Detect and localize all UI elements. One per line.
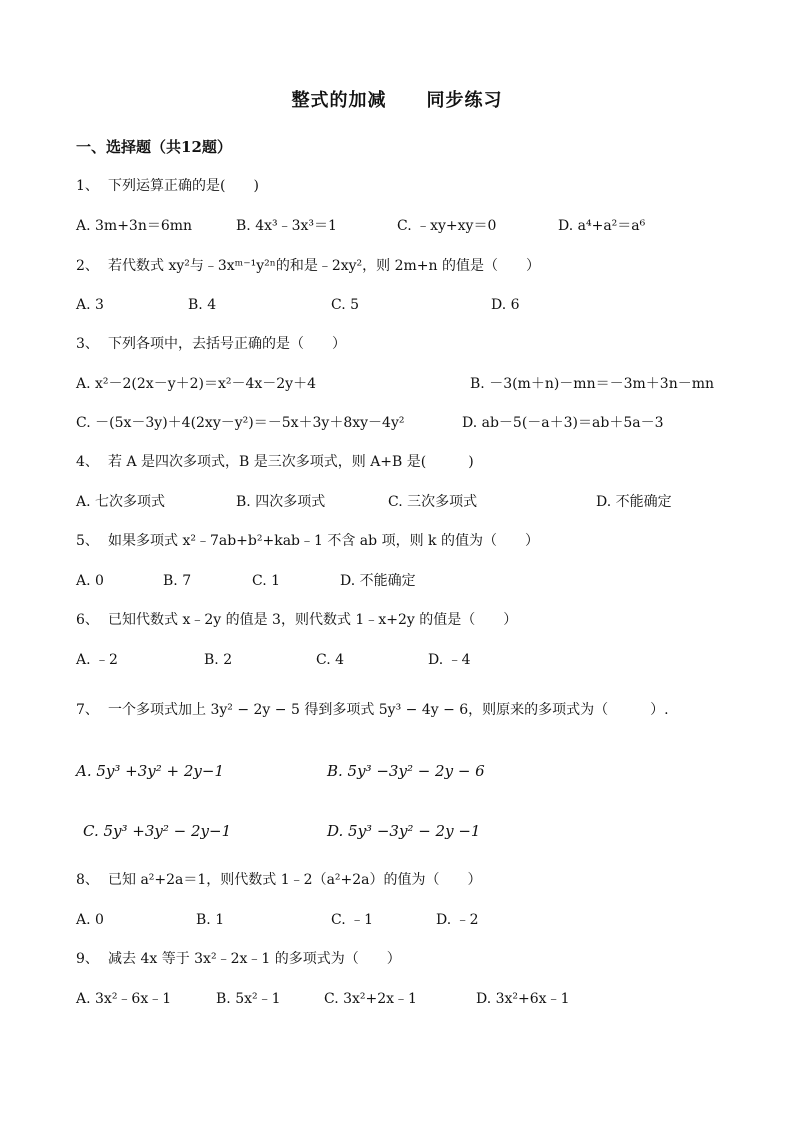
title-main: 整式的加减 (291, 90, 387, 111)
option-c: C. 4 (316, 652, 345, 668)
option-a: A. 3 (76, 297, 104, 313)
option-b: B. －3(m＋n)－mn＝－3m＋3n－mn (470, 376, 715, 392)
option-c: C. 1 (252, 573, 281, 589)
question-stem: 已知代数式 x﹣2y 的值是 3，则代数式 1﹣x+2y 的值是（ ） (108, 612, 518, 628)
section-heading: 一、选择题（共12题） (76, 138, 232, 156)
question-4: 4、 若 A 是四次多项式，B 是三次多项式，则 A+B 是( ) (76, 454, 474, 470)
option-b: B. 2 (204, 652, 233, 668)
option-d: D. 不能确定 (596, 494, 672, 510)
question-stem: 下列运算正确的是( ) (108, 178, 259, 194)
option-a: A. 3m+3n＝6mn (76, 218, 193, 234)
option-a: A. x²－2(2x－y＋2)＝x²－4x－2y＋4 (76, 376, 317, 392)
option-c: C. 3x²+2x﹣1 (324, 991, 417, 1007)
question-3: 3、 下列各项中，去括号正确的是（ ） (76, 336, 346, 352)
question-6: 6、 已知代数式 x﹣2y 的值是 3，则代数式 1﹣x+2y 的值是（ ） (76, 612, 518, 628)
option-b: B. 5y³ −3y² − 2y − 6 (327, 762, 485, 780)
question-stem: 减去 4x 等于 3x²﹣2x﹣1 的多项式为（ ） (108, 951, 401, 967)
page-title (0, 86, 794, 112)
question-stem: 如果多项式 x²﹣7ab+b²+kab﹣1 不含 ab 项，则 k 的值为（ ） (108, 533, 539, 549)
option-b: B. 四次多项式 (236, 494, 326, 510)
option-c: C. ﹣1 (331, 912, 374, 928)
option-b: B. 1 (196, 912, 225, 928)
option-d: D. 3x²+6x﹣1 (476, 991, 570, 1007)
option-d: D. 5y³ −3y² − 2y −1 (327, 822, 481, 840)
option-b: B. 4 (188, 297, 217, 313)
option-c: C. 5y³ +3y² − 2y−1 (83, 822, 232, 840)
option-b: B. 7 (163, 573, 192, 589)
option-c: C. －(5x－3y)＋4(2xy－y²)＝－5x＋3y＋8xy－4y² (76, 415, 405, 431)
option-c: C. 5 (331, 297, 360, 313)
option-d: D. a⁴+a²＝a⁶ (558, 218, 646, 234)
question-9: 9、 减去 4x 等于 3x²﹣2x﹣1 的多项式为（ ） (76, 951, 401, 967)
question-stem: 若 A 是四次多项式，B 是三次多项式，则 A+B 是( ) (108, 454, 474, 470)
option-a: A. 0 (76, 573, 104, 589)
option-a: A. 5y³ +3y² + 2y−1 (76, 762, 225, 780)
question-stem: 已知 a²+2a＝1，则代数式 1﹣2（a²+2a）的值为（ ） (108, 872, 482, 888)
question-2: 2、 若代数式 xy²与﹣3xᵐ⁻¹y²ⁿ的和是﹣2xy²，则 2m+n 的值是（ ） (76, 258, 540, 274)
option-a: A. 七次多项式 (76, 494, 166, 510)
option-d: D. 6 (491, 297, 520, 313)
option-d: D. ﹣4 (428, 652, 471, 668)
question-stem: 若代数式 xy²与﹣3xᵐ⁻¹y²ⁿ的和是﹣2xy²，则 2m+n 的值是（ ） (108, 258, 540, 274)
option-a: A. 0 (76, 912, 104, 928)
option-d: D. 不能确定 (340, 573, 416, 589)
question-5: 5、 如果多项式 x²﹣7ab+b²+kab﹣1 不含 ab 项，则 k 的值为（ ） (76, 533, 539, 549)
option-d: D. ab－5(－a＋3)＝ab＋5a－3 (462, 415, 664, 431)
option-c: C. 三次多项式 (388, 494, 478, 510)
option-a: A. 3x²﹣6x﹣1 (76, 991, 172, 1007)
option-a: A. ﹣2 (76, 652, 118, 668)
option-b: B. 5x²﹣1 (216, 991, 281, 1007)
question-stem: 一个多项式加上 3y² − 2y − 5 得到多项式 5y³ − 4y − 6，则原来的多项式为（ ）. (108, 702, 669, 718)
question-7: 7、 一个多项式加上 3y² − 2y − 5 得到多项式 5y³ − 4y − 6，则原来的多项式为（ ）. (76, 702, 669, 718)
title-sub: 同步练习 (426, 90, 503, 111)
question-1: 1、 下列运算正确的是( ) (76, 178, 259, 194)
question-8: 8、 已知 a²+2a＝1，则代数式 1﹣2（a²+2a）的值为（ ） (76, 872, 482, 888)
option-c: C. ﹣xy+xy＝0 (397, 218, 497, 234)
option-b: B. 4x³﹣3x³＝1 (236, 218, 337, 234)
option-d: D. ﹣2 (436, 912, 479, 928)
question-stem: 下列各项中，去括号正确的是（ ） (108, 336, 346, 352)
